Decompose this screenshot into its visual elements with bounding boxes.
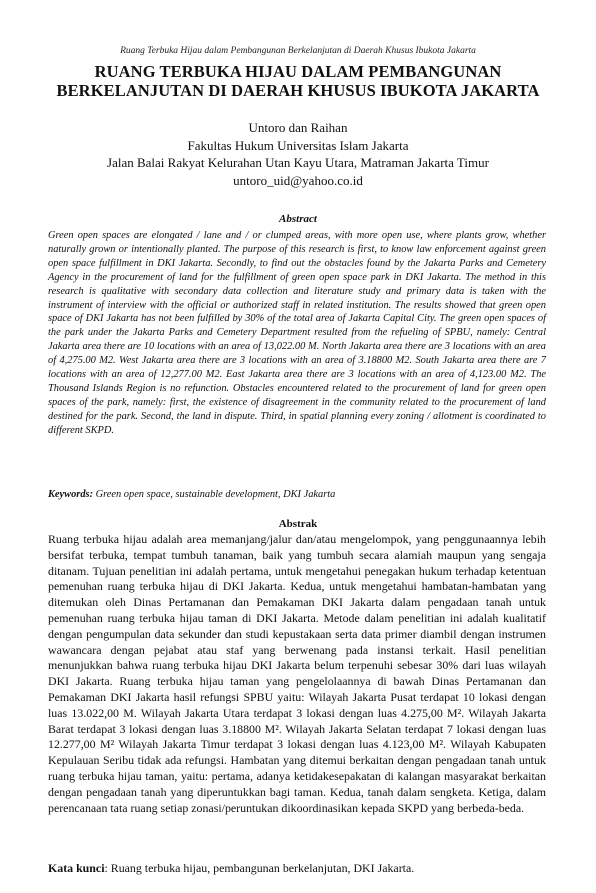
kata-kunci-label: Kata kunci <box>48 861 105 875</box>
abstrak-heading: Abstrak <box>278 518 318 530</box>
author-email[interactable]: untoro_uid@yahoo.co.id <box>233 172 363 188</box>
keywords-label: Keywords: <box>48 489 94 500</box>
abstract-heading: Abstract <box>279 213 317 225</box>
title-line-1: RUANG TERBUKA HIJAU DALAM PEMBANGUNAN <box>94 62 502 81</box>
author-names: Untoro dan Raihan <box>248 120 348 135</box>
abstract-body-indonesian: Ruang terbuka hijau adalah area memanjang/jalur dan/atau mengelompok, yang penggunaannya lebih bersifat terbuka, tempat tumbuh tanaman, baik yang tumbuh secara alamiah maupun yang sengaja ditanam. Tujuan penelitian ini adalah pertama, untuk mengetahui penegakan hukum terhadap ketentuan pemenuhan ruang terbuka hijau di DKI Jakarta. Kedua, untuk mengetahui hambatan-hambatan yang ditemukan oleh Dinas Pertamanan dan Pemakaman DKI Jakarta dalam pengadaan tanah untuk pemenuhan ruang terbuka hijau taman di DKI Jakarta. Metode dalam penelitian ini adalah kualitatif dengan pengumpulan data sekunder dan studi kepustakaan serta data primer diambil dengan instrumen wawancara dengan pejabat atau staf yang berwenang pada instansi terkait. Hasil penelitian menunjukkan bahwa ruang terbuka hijau DKI Jakarta belum terpenuhi sebesar 30% dari luas wilayah DKI Jakarta. Ruang terbuka hijau taman yang pengelolaannya di bawah Dinas Pertamanan dan Pemakaman DKI Jakarta hasil refungsi SPBU yaitu: Wilayah Jakarta Pusat terdapat 10 lokasi dengan luas 13.022,00 M. Wilayah Jakarta Utara terdapat 3 lokasi dengan luas 4.275,00 M². Wilayah Jakarta Barat terdapat 3 lokasi dengan luas 3.18800 M². Wilayah Jakarta Selatan terdapat 7 lokasi dengan luas 12.277,00 M² Wilayah Jakarta Timur terdapat 3 lokasi dengan luas 4.123,00 M². Wilayah Kabupaten Kepulauan Seribu tidak ada refungsi. Hambatan yang ditemui berkaitan dengan pengadaan tanah untuk ruang terbuka hijau taman, yaitu: pertama, adanya ketidakesepakatan di kalangan masyarakat berkaitan dengan pengadaan tanah yang diperuntukkan bagi taman. Kedua, tanah dalam sengketa. Ketiga, dalam perencanaan tata ruang setiap zonasi/peruntukan dikoordinasikan kepada SKPD yang berbeda-beda. <box>48 532 546 815</box>
running-head: Ruang Terbuka Hijau dalam Pembangunan Berkelanjutan di Daerah Khusus Ibukota Jakarta <box>120 46 476 56</box>
keywords-text: Green open space, sustainable development, DKI Jakarta <box>93 489 336 500</box>
author-affiliation: Fakultas Hukum Universitas Islam Jakarta <box>187 137 409 153</box>
author-block <box>0 119 596 189</box>
paper-title <box>20 62 576 100</box>
author-address: Jalan Balai Rakyat Kelurahan Utan Kayu Utara, Matraman Jakarta Timur <box>107 155 489 170</box>
kata-kunci-text: : Ruang terbuka hijau, pembangunan berkelanjutan, DKI Jakarta. <box>104 861 415 875</box>
abstract-body-english: Green open spaces are elongated / lane and / or clumped areas, with more open use, where plants grow, whether naturally grown or intentionally planted. The purpose of this research is first, to know law enforcement against green open space fulfillment in DKI Jakarta. Secondly, to find out the obstacles found by the Jakarta Parks and Cemetery Agency in the procurement of land for the fulfillment of green open space park in DKI Jakarta. The method in this research is qualitative with secondary data collection and literature study and primary data is taken with the instrument of interview with the official or authorized staff in related institution. The results showed that green open space of DKI Jakarta has not been fulfilled by 30% of the total area of Jakarta Capital City. The green open spaces of the park under the Jakarta Parks and Cemetery Department resulted from the refueling of SPBU, namely: Central Jakarta area there are 10 locations with an area of 13,022.00 M. North Jakarta area there are 3 locations with an area of 4,275.00 M2. West Jakarta area there are 3 locations with an area of 3.18800 M2. South Jakarta area there are 7 locations with an area of 12,277.00 M2. East Jakarta area there are 3 locations with an area of 4,123.00 M2. The Thousand Islands Region is no refunction. Obstacles encountered related to the procurement of land for green open spaces of the park, namely: first, the existence of disagreement in the community related to the procurement of land destined for the park. Second, the land in dispute. Third, in spatial planning every zoning / allotment is coordinated to different SKPD. <box>48 230 546 436</box>
keywords-indonesian <box>48 861 546 876</box>
title-line-2: BERKELANJUTAN DI DAERAH KHUSUS IBUKOTA JAKARTA <box>56 81 540 100</box>
keywords-english <box>48 489 546 500</box>
